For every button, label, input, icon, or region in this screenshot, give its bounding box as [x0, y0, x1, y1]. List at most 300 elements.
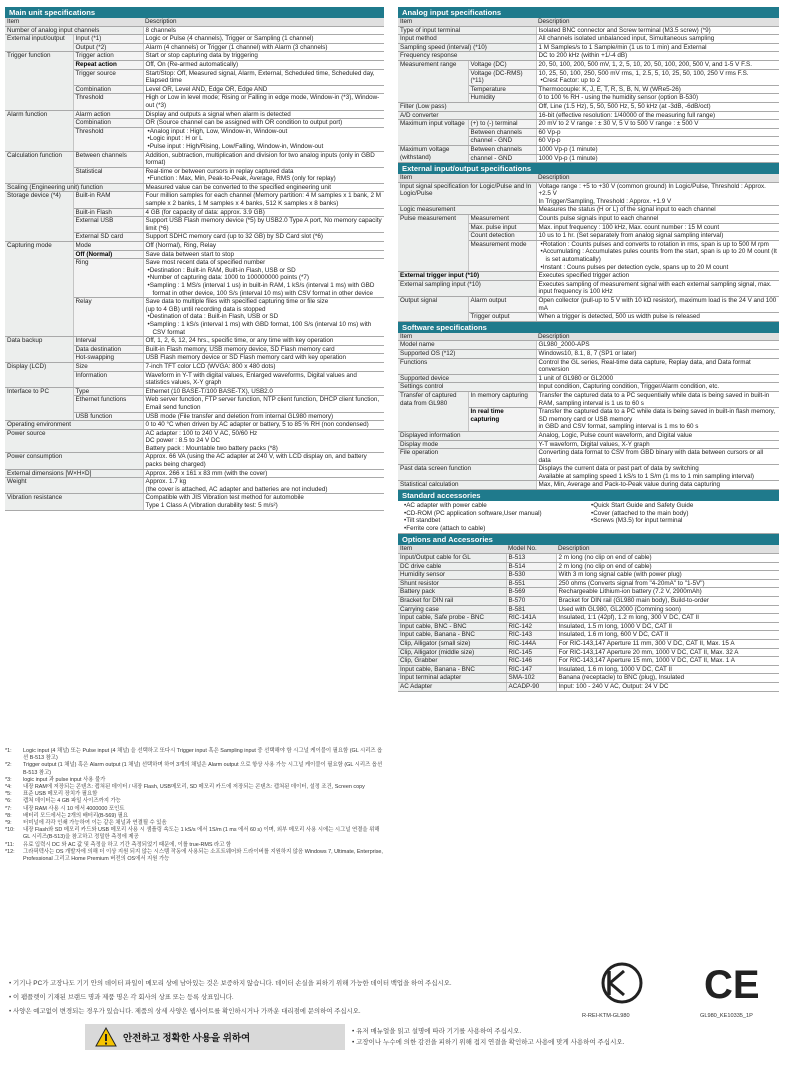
option-row — [398, 622, 779, 631]
spec-subitem-label: Repeat action — [73, 60, 143, 69]
spec-row — [5, 52, 384, 61]
footnote-key: *5: — [5, 791, 12, 798]
spec-group-label: External trigger input (*10) — [398, 272, 536, 281]
spec-description-text: 10 us to 1 hr. (Set separately from analog signal sampling interval) — [538, 232, 724, 240]
spec-group-label: Sampling speed (interval) (*10) — [398, 43, 536, 52]
spec-group-label: Frequency response — [398, 52, 536, 61]
spec-description — [143, 151, 384, 167]
spec-description-text: 60 Vp-p — [538, 128, 561, 136]
footnote-key: *2: — [5, 762, 12, 769]
option-row — [398, 657, 779, 666]
spec-description — [536, 408, 779, 432]
option-description: Bracket for DIN rail (GL980 main body), Build-to-order — [556, 597, 779, 606]
spec-row — [5, 337, 384, 346]
options-header-description: Description — [556, 545, 779, 553]
accessory-item: • Ferrite core (attach to cable) — [402, 525, 589, 533]
spec-description-text: Measures the status (H or L) of the signal input to each channel — [538, 206, 716, 214]
spec-description-text: Off, 1, 2, 6, 12, 24 hrs., specific time, or any time with key operation — [145, 337, 334, 345]
spec-description-text: Isolated BNC connector and Screw terminal (M3.5 screw) (*9) — [538, 26, 711, 34]
spec-description — [143, 85, 384, 94]
option-model: SMA-102 — [506, 674, 556, 683]
spec-group-label: Operating environment — [5, 421, 143, 430]
footnote-text: 캡쳐 데이터는 4 GB 파일 사이즈까지 가능 — [23, 798, 121, 805]
software-spec-table — [398, 333, 779, 490]
spec-description-line: (the cover is attached, AC adapter and batteries are not included) — [145, 485, 328, 493]
spec-description-text: Approx. 66 VA (using the AC adapter at 240 V, with LCD display on, and battery packs being charged) — [145, 453, 367, 469]
spec-subitem-label: External USB — [73, 217, 143, 233]
disclaimer-notes — [9, 977, 529, 1019]
option-row — [398, 674, 779, 683]
spec-description — [143, 494, 384, 510]
spec-row — [398, 358, 779, 374]
option-item: Clip, Alligator (small size) — [398, 639, 506, 648]
software-section-title: Software specifications — [398, 322, 779, 333]
kc-mark-icon — [603, 964, 641, 1002]
footnote-row — [5, 842, 384, 849]
spec-description — [536, 341, 779, 350]
option-row — [398, 639, 779, 648]
spec-row — [398, 465, 779, 481]
spec-description — [536, 240, 779, 271]
spec-description-text: Executes sampling of measurement signal with each external sampling signal, max. input frequency is 100 kHz — [538, 280, 772, 296]
option-item: Battery pack — [398, 588, 506, 597]
spec-row — [5, 35, 384, 44]
spec-subitem-label: Trigger source — [73, 69, 143, 85]
option-item: Input cable, Banana - BNC — [398, 665, 506, 674]
spec-description-text: Support USB Flash memory device (*5) by USB2.0 Type A port, No memory capacity limit (*6) — [145, 217, 382, 232]
spec-description — [143, 43, 384, 52]
option-description: Insulated, 1.6 m long, 600 V DC, CAT II — [556, 631, 779, 640]
spec-description — [536, 358, 779, 374]
spec-description-text: 20 mV to 2 V range : ± 30 V, 5 V to 500 V range : ± 500 V — [538, 120, 699, 128]
footnote-text: 내장 Flash와 SD 메모리 카드와 USB 메모리 사용 시 샘플링 속도는 1 kS/s 에서 1S/m (1 ms 에서 60 s) 이며, 외부 메모리 사용 시에는 시그널 연결을 위해 GL 시리즈(B-513)을 참고하고 정밀한 측정에 제공 — [23, 827, 380, 841]
spec-description — [143, 127, 384, 151]
spec-description — [536, 154, 779, 163]
accessory-item: • CD-ROM (PC application software,User manual) — [402, 510, 589, 518]
spec-row — [398, 481, 779, 490]
footnote-text: 배터리 모드에서는 2개의 배터리(B-569) 필요 — [23, 812, 129, 819]
footnote-text: Logic input (4 채널) 또는 Pulse input (4 채널) 을 선택하고 또다시 Trigger input 혹은 Sampling input 중 선택해야 함 시그널 케이블이 필요함 (GL 시리즈 옵션 B-513 참고) — [23, 748, 383, 762]
safety-warning-line: • 고장이나 누수에 의한 감전을 피하기 위해 접지 연결을 확인하고 사용에 맞게 사용하여 주십시오. — [352, 1037, 772, 1048]
spec-row — [398, 102, 779, 111]
spec-description-text: AC adapter : 100 to 240 V AC, 50/60 Hz — [145, 429, 258, 437]
spec-description-line: Type 1 Class A (Vibration durability test: 5 m/s²) — [145, 502, 278, 510]
option-model: RIC-141A — [506, 614, 556, 623]
spec-row — [398, 297, 779, 313]
spec-group-label: Logic measurement — [398, 206, 536, 215]
spec-group-label: Input method — [398, 35, 536, 44]
spec-description-text: 20, 50, 100, 200, 500 mV, 1, 2, 5, 10, 20, 50, 100, 200, 500 V, and 1-5 V F.S. — [538, 60, 752, 68]
spec-row — [398, 145, 779, 154]
option-row — [398, 614, 779, 623]
spec-description-text: Start or stop capturing data by triggering — [145, 52, 258, 60]
spec-description — [536, 272, 779, 281]
spec-group-label: Maximum input voltage — [398, 120, 468, 146]
footnote-row — [5, 777, 384, 784]
spec-row — [398, 383, 779, 392]
spec-description-text: Transfer the captured data to a PC sequentially while data is being saved in built-in RAM, sampling interval is 1 us to 60 s — [538, 391, 770, 407]
footnotes — [5, 748, 384, 863]
footnote-text: 터미널에 각각 인쇄 가능하여 이는 같은 채널과 연결될 수 있음 — [23, 820, 167, 827]
spec-description-text: 1 M Samples/s to 1 Sample/min (1 us to 1 min) and External — [538, 43, 707, 51]
accessory-item: • Cover (attached to the main body) — [589, 510, 776, 518]
spec-description — [536, 383, 779, 392]
spec-bullet: • Accumulating : Accumulates pules counts from the start, span is up to 20 M count (It is set automatically) — [539, 248, 778, 263]
spec-row — [398, 349, 779, 358]
spec-group-label: External sampling input (*10) — [398, 280, 536, 296]
spec-bullet: • Sampling : 1 kS/s (interval 1 ms) with GBD format, 100 S/s (interval 10 ms) with CSV format — [146, 321, 383, 336]
spec-description-text: DC to 200 kHz (within +1/-4 dB) — [538, 52, 628, 60]
spec-description — [143, 469, 384, 478]
spec-row — [5, 192, 384, 208]
accessories-section-title: Standard accessories — [398, 490, 779, 501]
option-model: B-569 — [506, 588, 556, 597]
spec-description — [536, 85, 779, 94]
spec-row — [5, 387, 384, 396]
spec-group-label: Model name — [398, 341, 536, 350]
spec-subitem-label: Output (*2) — [73, 43, 143, 52]
spec-row — [5, 362, 384, 371]
option-row — [398, 597, 779, 606]
footnote-key: *8: — [5, 812, 12, 819]
header-item: Item — [398, 174, 536, 182]
option-model: RIC-145 — [506, 648, 556, 657]
spec-row — [5, 110, 384, 119]
spec-description — [143, 298, 384, 337]
spec-description-text: Analog, Logic, Pulse count waveform, and Digital value — [538, 431, 693, 439]
spec-subitem-label: channel - GND — [468, 154, 536, 163]
spec-description-text: Voltage range : +5 to +30 V (common ground) In Logic/Pulse, Threshold : Approx. +2.5 V — [538, 182, 766, 198]
spec-group-label: Calculation function — [5, 151, 73, 183]
spec-subitem-label: Voltage (DC-RMS) (*11) — [468, 69, 536, 85]
option-model: B-570 — [506, 597, 556, 606]
option-model: RIC-142 — [506, 622, 556, 631]
spec-description — [143, 233, 384, 242]
spec-group-label: Maximum voltage (withstand) — [398, 145, 468, 162]
spec-row — [5, 478, 384, 494]
main-spec-table — [5, 18, 384, 511]
spec-description-line: (up to 4 GB) until recording data is stopped — [145, 305, 266, 313]
spec-description — [143, 110, 384, 119]
spec-description — [536, 232, 779, 241]
spec-description-text: 4 GB (for capacity of data: approx. 3.9 GB) — [145, 208, 265, 216]
spec-description-text: Counts pulse signals input to each channel — [538, 215, 659, 223]
standard-accessories-list — [398, 501, 779, 534]
footnote-key: *4: — [5, 784, 12, 791]
spec-description — [536, 313, 779, 322]
spec-row — [398, 280, 779, 296]
spec-description-text: Transfer the captured data to a PC while data is being saved in built-in flash memory, SD memory card or USB memory — [538, 408, 776, 423]
option-item: Humidity sensor — [398, 571, 506, 580]
spec-group-label: Statistical calculation — [398, 481, 536, 490]
external-io-table — [398, 174, 779, 322]
spec-description-text: Executes specified trigger action — [538, 272, 630, 280]
certification-marks — [580, 957, 780, 1027]
option-row — [398, 605, 779, 614]
spec-row — [398, 341, 779, 350]
footnote-text: 내장 RAM에 저장되는 콘텐츠: 캡쳐된 데이터 / 내장 Flash, USB메모리, SD 메모리 카드에 저장되는 콘텐츠: 캡쳐된 데이터, 설정 조건, Screen copy — [23, 784, 365, 791]
spec-description-text: Waveform in Y-T with digital values, Enlarged waveforms, Digital values and statistics values, X-Y graph — [145, 371, 357, 387]
spec-row — [5, 26, 384, 35]
spec-description-text: 1000 Vp-p (1 minute) — [538, 145, 598, 153]
option-row — [398, 562, 779, 571]
footnote-row — [5, 849, 384, 863]
spec-description — [536, 374, 779, 383]
spec-group-label: Measurement range — [398, 60, 468, 102]
spec-group-label: Past data screen function — [398, 465, 536, 481]
table-header-row — [398, 18, 779, 26]
spec-description — [143, 429, 384, 453]
spec-bullet: • Function : Max, Min, Peak-to-Peak, Average, RMS (only for replay) — [146, 175, 383, 183]
spec-group-label: Settings control — [398, 383, 536, 392]
option-description: Banana (receptacle) to BNC (plug), Insulated — [556, 674, 779, 683]
spec-description-text: Input condition, Capturing condition, Trigger/Alarm condition, etc. — [538, 383, 720, 391]
spec-description-text: USB Flash memory device or SD Flash memory card with key operation — [145, 354, 347, 362]
spec-subitem-label: Trigger output — [468, 313, 536, 322]
spec-description-text: Save data to multiple files with specified capturing time or file size — [145, 298, 329, 306]
footnote-row — [5, 813, 384, 820]
spec-subitem-label: Input (*1) — [73, 35, 143, 44]
spec-description — [536, 297, 779, 313]
spec-description-text: When a trigger is detected, 500 us width pulse is released — [538, 313, 700, 321]
spec-row — [5, 183, 384, 192]
spec-description — [536, 43, 779, 52]
spec-description-text: Y-T waveform, Digital values, X-Y graph — [538, 440, 650, 448]
spec-description-text: 16-bit (effective resolution: 1/40000 of the measuring full range) — [538, 111, 716, 119]
ce-mark-text: CE — [704, 963, 760, 1007]
spec-row — [398, 43, 779, 52]
spec-subitem-label: Ring — [73, 259, 143, 298]
spec-group-label: Type of input terminal — [398, 26, 536, 35]
header-description: Description — [536, 174, 779, 182]
option-model: ACADP-90 — [506, 682, 556, 691]
spec-description — [143, 478, 384, 494]
ce-registration-label: GL980_KE10335_1P — [700, 1013, 753, 1019]
option-model: RIC-143 — [506, 631, 556, 640]
spec-row — [5, 469, 384, 478]
spec-group-label: Interface to PC — [5, 387, 73, 420]
spec-description-line: in GBD and CSV format, sampling interval is 1 ms to 60 s — [538, 423, 699, 431]
spec-subitem-label: Voltage (DC) — [468, 60, 536, 69]
spec-description — [536, 349, 779, 358]
spec-group-label: A/D converter — [398, 111, 536, 120]
spec-subitem-label: Size — [73, 362, 143, 371]
spec-description-text: Real-time or between cursors in replay captured data — [145, 167, 294, 175]
option-description: With 3 m long signal cable (with power plug) — [556, 571, 779, 580]
spec-description-text: Compatible with JIS Vibration test method for automobile — [145, 494, 304, 502]
spec-description-text: Support SDHC memory card (up to 32 GB) by SD Card slot (*6) — [145, 233, 323, 241]
spec-subitem-label: Mode — [73, 242, 143, 251]
ce-mark-icon — [704, 963, 760, 1007]
spec-subitem-label: Threshold — [73, 94, 143, 110]
option-description: Insulated, 1.6 m long, 1000 V DC, CAT II — [556, 665, 779, 674]
option-item: Input cable, Banana - BNC — [398, 631, 506, 640]
footnote-text: 그라픽텍사는 OS 개발자에 의해 더 이상 지원 되지 않는 시스템 작동에 사용되는 소프트웨어와 드라이버를 지원하지 않음 Windows 7, Ultimate, Enterprise, Professional 그리고 Home Premium 버전의 OS에서 지원 가능 — [23, 848, 383, 863]
spec-subitem-label: Alarm action — [73, 110, 143, 119]
options-header-item: Item — [398, 545, 506, 553]
spec-group-label: External input/output — [5, 35, 73, 52]
option-model: RIC-144A — [506, 639, 556, 648]
spec-row — [398, 272, 779, 281]
header-description: Description — [536, 333, 779, 341]
accessory-item: • Tilt standbet — [402, 517, 589, 525]
spec-description — [536, 52, 779, 61]
spec-row — [398, 206, 779, 215]
spec-description — [143, 26, 384, 35]
option-description: Input: 100 - 240 V AC, Output: 24 V DC — [556, 682, 779, 691]
spec-subitem-label: (+) to (-) terminal — [468, 120, 536, 129]
spec-row — [5, 242, 384, 251]
spec-description — [536, 440, 779, 449]
spec-subitem-label: Built-in RAM — [73, 192, 143, 208]
spec-group-label: Trigger function — [5, 52, 73, 110]
spec-subitem-label: Off (Normal) — [73, 250, 143, 259]
spec-description — [536, 145, 779, 154]
option-item: Shunt resistor — [398, 579, 506, 588]
spec-description-text: Control the GL series, Real-time data capture, Replay data, and Data format conversion — [538, 358, 751, 374]
option-description: 250 ohms (Converts signal from "4-20mA" to "1-5V") — [556, 579, 779, 588]
spec-description-text: Approx. 1.7 kg — [145, 478, 187, 486]
spec-row — [398, 182, 779, 206]
spec-row — [5, 453, 384, 469]
option-row — [398, 665, 779, 674]
option-model: B-530 — [506, 571, 556, 580]
option-description: For RIC-143,147 Aperture 11 mm, 300 V DC, CAT II, Max. 15 A — [556, 639, 779, 648]
spec-row — [398, 374, 779, 383]
spec-subitem-label: External SD card — [73, 233, 143, 242]
footnote-text: 내장 RAM 사용 시 10 에서 4000000 포인트 — [23, 805, 125, 812]
footnote-text: Trigger output (1 채널) 혹은 Alarm output (1 채널) 선택하며 하여 3개의 채널은 Alarm output 으로 항상 사용 가능 시그널 케이블이 필요함 (GL 시리즈 옵션 B-513 참고) — [23, 762, 383, 776]
spec-description — [143, 387, 384, 396]
option-item: Carrying case — [398, 605, 506, 614]
kc-mark-text: KC — [622, 987, 624, 988]
spec-subitem-label: Interval — [73, 337, 143, 346]
option-model: B-514 — [506, 562, 556, 571]
spec-description-text: 1000 Vp-p (1 minute) — [538, 154, 598, 162]
analog-spec-table — [398, 18, 779, 163]
options-table — [398, 545, 779, 691]
spec-bullet: • Number of capturing data: 1000 to 100000000 points (*7) — [146, 274, 383, 282]
certification-logos — [580, 957, 780, 1013]
spec-description-text: 8 channels — [145, 26, 176, 34]
spec-description-text: Off, On (Re-armed automatically) — [145, 60, 239, 68]
spec-description-text: Max, Min, Average and Pack-to-Peak value during data capturing — [538, 481, 721, 489]
spec-group-label: Power source — [5, 429, 143, 453]
spec-description-line: DC power : 8.5 to 24 V DC — [145, 437, 221, 445]
spec-row — [398, 431, 779, 440]
spec-description — [536, 111, 779, 120]
spec-description — [536, 26, 779, 35]
spec-subitem-label: Information — [73, 371, 143, 387]
spec-description — [536, 431, 779, 440]
spec-bullet: • Destination of data : Built-in Flash, USB or SD — [146, 313, 383, 321]
option-item: Input terminal adapter — [398, 674, 506, 683]
footnote-key: *7: — [5, 805, 12, 812]
footnote-key: *11: — [5, 841, 15, 848]
header-description: Description — [536, 18, 779, 26]
external-io-section-title: External input/output specifications — [398, 163, 779, 174]
spec-description — [143, 217, 384, 233]
spec-description-text: Approx. 266 x 161 x 83 mm (with the cover) — [145, 469, 268, 477]
spec-description — [143, 421, 384, 430]
spec-description-text: Converting data format to CSV from GBD binary with data between cursors or all data — [538, 449, 764, 464]
spec-bullet: • Crest Factor: up to 2 — [539, 77, 778, 85]
option-model: RIC-147 — [506, 665, 556, 674]
spec-description — [536, 102, 779, 111]
spec-description-text: Ethernet (10 BASE-T/100 BASE-TX), USB2.0 — [145, 387, 273, 395]
spec-description-text: Off (Normal), Ring, Relay — [145, 242, 217, 250]
spec-description-text: Max. input frequency : 100 kHz, Max. count number : 15 M count — [538, 223, 720, 231]
spec-subitem-label: Statistical — [73, 167, 143, 183]
spec-description-line: Available at sampling speed 1 kS/s to 1 S/m (1 ms to 1 min sampling interval) — [538, 472, 754, 480]
safety-warning-line: • 유저 매뉴얼을 읽고 설명에 따라 기기를 사용하여 주십시오. — [352, 1026, 772, 1037]
spec-group-label: Supported OS (*12) — [398, 349, 536, 358]
spec-description-line: Battery pack : Mountable two battery packs (*8) — [145, 444, 278, 452]
spec-row — [5, 421, 384, 430]
option-item: Bracket for DIN rail — [398, 597, 506, 606]
spec-description-text: Level OR, Level AND, Edge OR, Edge AND — [145, 85, 268, 93]
spec-description-text: 60 Vp-p — [538, 137, 561, 145]
spec-description-text: Logic or Pulse (4 channels), Trigger or Sampling (1 channel) — [145, 35, 314, 43]
footnote-row — [5, 806, 384, 813]
spec-subitem-label: In memory capturing — [468, 391, 536, 407]
spec-description-text: High or Low in level mode; Rising or Falling in edge mode, Window-in (*3), Window-out (*3) — [145, 94, 380, 109]
disclaimer-note: • 사양은 예고없이 변경되는 경우가 있습니다. 제품의 상세 사양은 웹사이트를 확인하시거나 가까운 대리점에 문의하여 주십시오. — [9, 1005, 529, 1019]
spec-subitem-label: In real time capturing — [468, 408, 536, 432]
spec-description-text: Web server function, FTP server function, NTP client function, DHCP client function, Email send function — [145, 396, 380, 411]
option-row — [398, 554, 779, 563]
spec-row — [398, 449, 779, 465]
option-row — [398, 682, 779, 691]
spec-description — [536, 35, 779, 44]
spec-subitem-label: Measurement — [468, 215, 536, 224]
spec-subitem-label: Combination — [73, 85, 143, 94]
analog-section-title: Analog input specifications — [398, 7, 779, 18]
spec-description — [143, 362, 384, 371]
spec-subitem-label: Ethernet functions — [73, 396, 143, 412]
footnote-key: *9: — [5, 820, 12, 827]
spec-subitem-label: Threshold — [73, 127, 143, 151]
option-description: Used with GL980, GL2000 (Comming soon) — [556, 605, 779, 614]
spec-group-label: Output signal — [398, 297, 468, 322]
spec-description — [536, 60, 779, 69]
option-description: Insulated, 1:1 (42pf), 1.2 m long, 300 V DC, CAT II — [556, 614, 779, 623]
spec-description — [143, 371, 384, 387]
option-item: Input cable, BNC - BNC — [398, 622, 506, 631]
spec-subitem-label: Trigger action — [73, 52, 143, 61]
warning-icon — [95, 1027, 117, 1047]
spec-description-text: Save data between start to stop — [145, 250, 235, 258]
option-row — [398, 571, 779, 580]
table-header-row — [398, 174, 779, 182]
spec-bullet: • Pulse input : High/Rising, Low/Falling, Window-in, Window-out — [146, 143, 383, 151]
footnote-key: *6: — [5, 798, 12, 805]
option-item: Clip, Grabber — [398, 657, 506, 666]
spec-row — [5, 494, 384, 510]
spec-row — [5, 151, 384, 167]
spec-description-text: Displays the current data or past part of data by switching — [538, 465, 699, 473]
spec-subitem-label: Data destination — [73, 345, 143, 354]
spec-description-text: Windows10, 8.1, 8, 7 (SP1 or later) — [538, 349, 637, 357]
spec-row — [398, 215, 779, 224]
spec-description-text: GL980_2000-APS — [538, 341, 590, 349]
spec-bullet: • Instant : Couns pulses per detection cycle, spans up to 20 M count — [539, 264, 778, 272]
spec-subitem-label: Type — [73, 387, 143, 396]
spec-group-label: Weight — [5, 478, 143, 494]
spec-group-label: Capturing mode — [5, 242, 73, 337]
spec-description-text: Open collector (pull-up to 5 V with 10 kΩ resistor), maximum load is the 24 V and 100 mA — [538, 297, 777, 312]
spec-bullet: • Analog input : High, Low, Window-in, Window-out — [146, 128, 383, 136]
